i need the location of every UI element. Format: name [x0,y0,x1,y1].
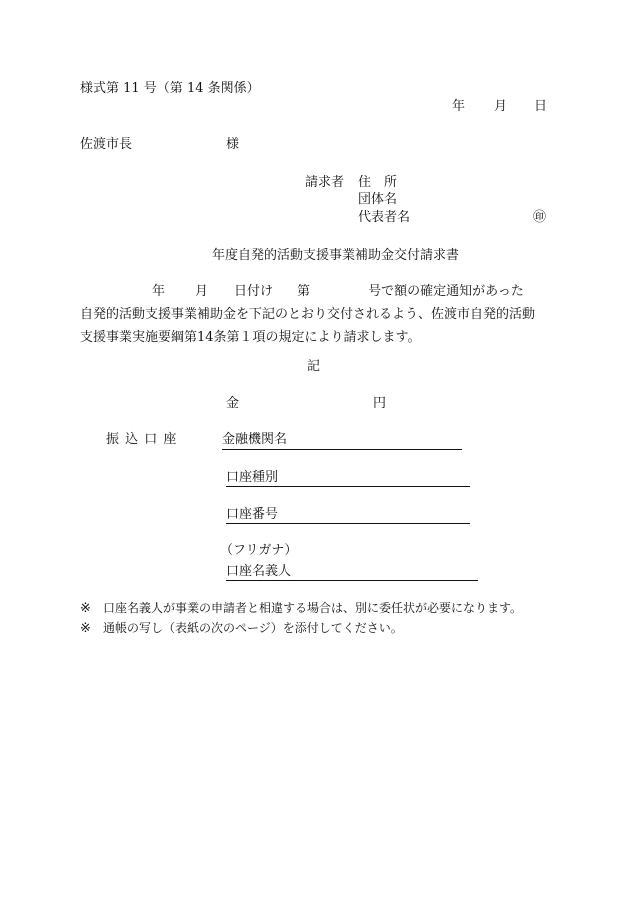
date-month-label: 月 [494,99,508,114]
account-number-label: 口座番号 [226,507,279,522]
amount-unit: 円 [373,396,387,411]
furigana-label: （フリガナ） [220,543,298,558]
account-type-field[interactable] [226,486,470,487]
account-number-field[interactable] [226,523,470,524]
requester-representative-label: 代表者名 [358,210,411,225]
body-line-3: 支援事業実施要綱第14条第１項の規定により請求します。 [80,330,421,345]
note-mark-1: ※ [80,601,91,616]
requester-label: 請求者 [305,175,345,190]
bank-name-label: 金融機関名 [222,432,288,447]
body-date-suffix: 日付け [234,284,274,299]
addressee-honorific: 様 [226,137,240,152]
transfer-account-label: 振 込 口 座 [106,432,178,447]
body-line1-rest: 号で額の確定通知があった [368,284,524,299]
seal-mark: ㊞ [533,210,547,225]
request-paragraph [80,280,550,349]
account-holder-label: 口座名義人 [226,564,292,579]
form-number: 様式第 11 号（第 14 条関係） [80,81,260,96]
date-year-label: 年 [452,99,466,114]
note-mark-2: ※ [80,621,91,636]
account-holder-field[interactable] [226,580,478,581]
body-line-1 [80,280,550,303]
body-number-prefix: 第 [297,284,311,299]
requester-group-label: 団体名 [358,192,398,207]
amount-label: 金 [226,396,240,411]
bank-name-field[interactable] [222,449,462,450]
document-title: 年度自発的活動支援事業補助金交付請求書 [212,248,460,263]
record-label: 記 [307,359,321,374]
note-text-1: 口座名義人が事業の申請者と相違する場合は、別に委任状が必要になります。 [103,601,523,615]
body-year: 年 [152,284,166,299]
note-text-2: 通帳の写し（表紙の次のページ）を添付してください。 [103,621,403,635]
addressee-name: 佐渡市長 [80,137,133,152]
account-type-label: 口座種別 [226,470,279,485]
date-day-label: 日 [534,99,548,114]
requester-address-label: 住 所 [358,175,398,190]
body-month: 月 [195,284,209,299]
body-line-2: 自発的活動支援事業補助金を下記のとおり交付されるよう、佐渡市自発的活動 [80,307,536,322]
